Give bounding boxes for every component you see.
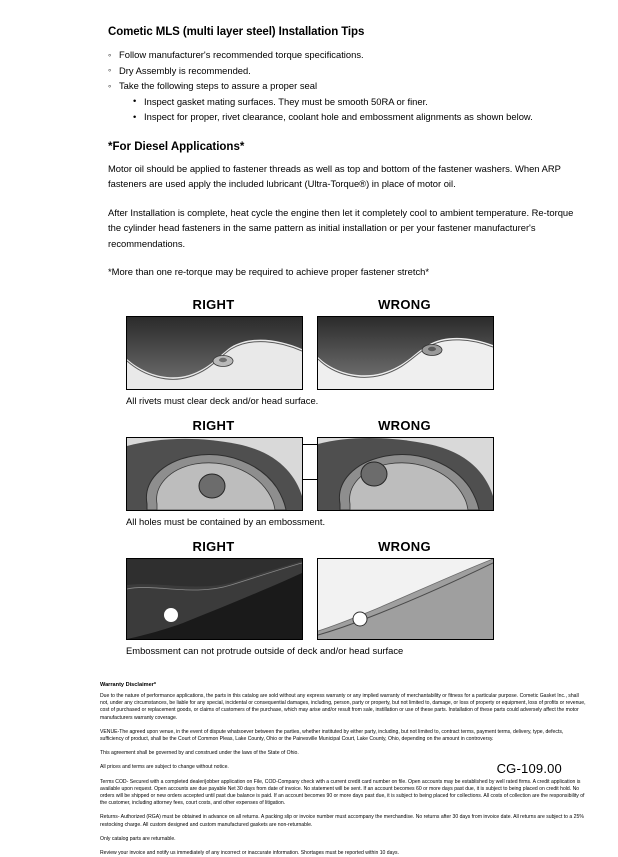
figures-section <box>40 297 578 656</box>
figure-caption-row-3 <box>40 640 578 656</box>
figure-image-right-rivets <box>126 316 303 390</box>
document-number: CG-109.00 <box>496 761 562 776</box>
warranty-paragraph: Terms COD- Secured with a completed dealer/jobber application on File, COD-Company check with a current credit card number on file. Open accounts may be established by well rated firms. A credit application is available upon request. Open accounts are due payable Net 30 days from date of invoice. No statement will be sent. If an account becomes 60 or more days past due, it is subject to being placed on credit hold. No orders will be shipped or new orders accepted until past due balance is paid. If an account becomes 90 or more days past due, it is subject to being placed for collections. All costs of collection are the responsibility of the customer, including attorney fees, court costs, and other expenses of litigation. <box>100 778 585 807</box>
rivet-clearance-right-svg <box>127 317 302 389</box>
figure-caption-embossment: All holes must be contained by an embossment. <box>126 516 326 527</box>
page-title: Cometic MLS (multi layer steel) Installation Tips <box>108 26 365 38</box>
figure-label-right: RIGHT <box>192 418 235 433</box>
warranty-paragraph: Only catalog parts are returnable. <box>100 835 176 842</box>
warranty-paragraph: This agreement shall be governed by and construed under the laws of the State of Ohio. <box>100 750 299 757</box>
figure-image-wrong-embossment <box>317 437 494 511</box>
warranty-paragraph: All prices and terms are subject to change without notice. <box>100 764 229 771</box>
warranty-paragraph: Review your invoice and notify us immediately of any incorrect or inaccurate information. Shortages must be reported within 10 days. <box>100 850 399 857</box>
figure-image-wrong-protrusion <box>317 558 494 640</box>
figure-image-right-embossment <box>126 437 303 511</box>
installation-sub-list <box>119 94 578 125</box>
figure-row-protrusion <box>40 539 578 640</box>
figure-label-right: RIGHT <box>192 539 235 554</box>
retorque-note: *More than one re-torque may be required to achieve proper fastener stretch* <box>108 266 430 277</box>
figure-wrong-rivets <box>317 297 492 390</box>
figure-wrong-protrusion <box>317 539 492 640</box>
list-item-label: Take the following steps to assure a proper seal <box>119 80 318 91</box>
list-item <box>108 78 578 125</box>
figure-right-rivets <box>126 297 301 390</box>
figure-label-wrong: WRONG <box>378 418 431 433</box>
figure-right-protrusion <box>126 539 301 640</box>
figure-caption-row-1 <box>40 390 578 406</box>
warranty-paragraph: VENUE-The agreed upon venue, in the event of dispute whatsoever between the parties, whether instituted by either party, including, but not limited to, contract terms, payment terms, delivery, type, defects, sufficiency of product, shall be the Court of Common Pleas, Lake County, Ohio or the Painesville Municipal Court, Lake County, Ohio, depending on the amount in controversy. <box>100 728 564 743</box>
figure-image-wrong-rivets <box>317 316 494 390</box>
figure-caption-protrusion: Embossment can not protrude outside of deck and/or head surface <box>126 645 404 656</box>
embossment-wrong-svg <box>318 438 493 510</box>
rivet-clearance-wrong-svg <box>318 317 493 389</box>
warranty-paragraph: Returns- Authorized (RGA) must be obtained in advance on all returns. A packing slip or invoice number must accompany the merchandise. No returns after 30 days from invoice date. All returns are subject to a 25% restocking charge. All custom designed and custom manufactured gaskets are non-returnable. <box>100 814 584 828</box>
figure-row-rivets <box>40 297 578 390</box>
figure-row-embossment <box>40 418 578 511</box>
figure-label-right: RIGHT <box>192 297 235 312</box>
warranty-paragraph: Due to the nature of performance applications, the parts in this catalog are sold without any express warranty or any implied warranty of merchantability or fitness for a particular purpose. Cometic Gasket Inc., shall not, under any circumstances, be liable for any special, incidental or consequential damages, including, person, party or property, but not limited to, damage, or loss of property or equipment, loss of profits or revenue, cost of purchased or replacement goods, or claims of customers of the purchase, which may arise and/or result from sale, instillation or use of these parts. Installation of these parts could adversely affect the motor manufacturers warranty coverage. <box>100 693 586 721</box>
warranty-heading: Warranty Disclaimer* <box>100 682 157 688</box>
figure-label-wrong: WRONG <box>378 297 431 312</box>
list-item: • Inspect for proper, rivet clearance, coolant hole and embossment alignments as shown below. <box>133 109 578 125</box>
figure-caption-row-2 <box>40 511 578 527</box>
figure-caption-rivets: All rivets must clear deck and/or head surface. <box>126 395 319 406</box>
list-item: • Inspect gasket mating surfaces. They must be smooth 50RA or finer. <box>133 94 578 110</box>
protrusion-wrong-svg <box>318 559 493 639</box>
figure-wrong-embossment <box>317 418 492 511</box>
protrusion-right-svg <box>127 559 302 639</box>
figure-image-right-protrusion <box>126 558 303 640</box>
figure-label-wrong: WRONG <box>378 539 431 554</box>
list-item: ◦ Follow manufacturer's recommended torque specifications. <box>108 47 578 63</box>
embossment-right-svg <box>127 438 302 510</box>
list-item: ◦ Dry Assembly is recommended. <box>108 63 578 79</box>
paragraph-motor-oil: Motor oil should be applied to fastener threads as well as top and bottom of the fastener washers. When ARP fasteners are used apply the included lubricant (Ultra-Torque®) in place of motor oil. <box>108 162 561 189</box>
installation-tips-list <box>108 47 578 125</box>
figure-right-embossment <box>126 418 301 511</box>
paragraph-heat-cycle: After Installation is complete, heat cycle the engine then let it completely cool to ambient temperature. Re-torque the cylinder head fasteners in the same pattern as initial installation or per your fastener manufacturer's recommendations. <box>108 206 574 249</box>
diesel-applications-heading: *For Diesel Applications* <box>108 140 245 153</box>
